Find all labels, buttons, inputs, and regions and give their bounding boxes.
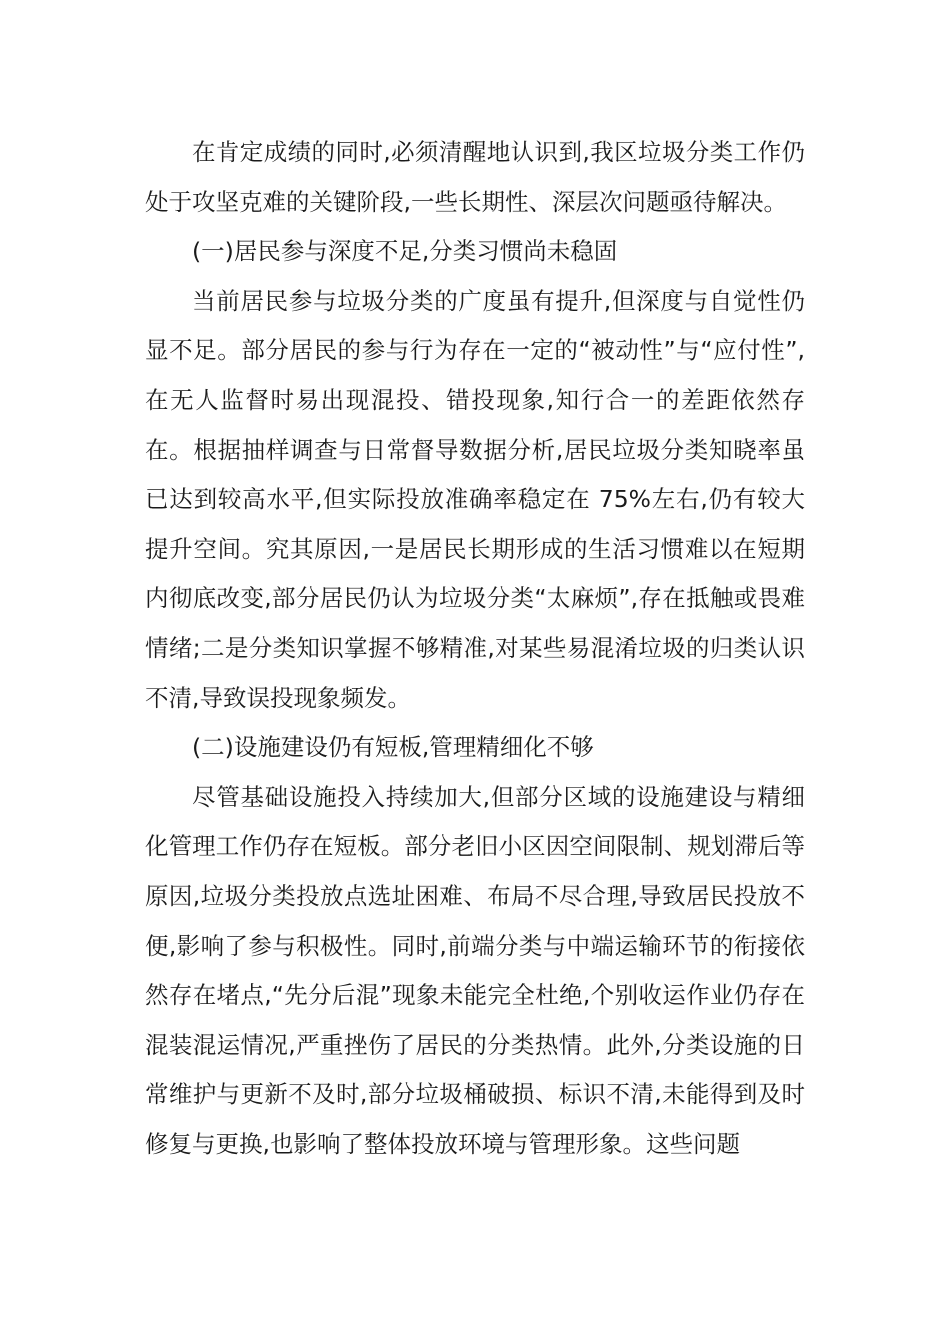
paragraph-intro: 在肯定成绩的同时,必须清醒地认识到,我区垃圾分类工作仍处于攻坚克难的关键阶段,一些长期性、深层次问题亟待解决。 bbox=[145, 138, 805, 216]
section-heading-1: (一)居民参与深度不足,分类习惯尚未稳固 bbox=[192, 237, 618, 266]
section-heading-2: (二)设施建设仍有短板,管理精细化不够 bbox=[192, 733, 594, 762]
document-body bbox=[145, 128, 805, 1169]
paragraph-resident-participation: 当前居民参与垃圾分类的广度虽有提升,但深度与自觉性仍显不足。部分居民的参与行为存在一定的“被动性”与“应付性”,在无人监督时易出现混投、错投现象,知行合一的差距依然存在。根据抽样调查与日常督导数据分析,居民垃圾分类知晓率虽已达到较高水平,但实际投放准确率稳定在 75%左右,仍有较大提升空间。究其原因,一是居民长期形成的生活习惯难以在短期内彻底改变,部分居民仍认为垃圾分类“太麻烦”,存在抵触或畏难情绪;二是分类知识掌握不够精准,对某些易混淆垃圾的归类认识不清,导致误投现象频发。 bbox=[145, 286, 805, 712]
paragraph-facility-construction: 尽管基础设施投入持续加大,但部分区域的设施建设与精细化管理工作仍存在短板。部分老旧小区因空间限制、规划滞后等原因,垃圾分类投放点选址困难、布局不尽合理,导致居民投放不便,影响了参与积极性。同时,前端分类与中端运输环节的衔接依然存在堵点,“先分后混”现象未能完全杜绝,个别收运作业仍存在混装混运情况,严重挫伤了居民的分类热情。此外,分类设施的日常维护与更新不及时,部分垃圾桶破损、标识不清,未能得到及时修复与更换,也影响了整体投放环境与管理形象。这些问题 bbox=[145, 782, 805, 1158]
